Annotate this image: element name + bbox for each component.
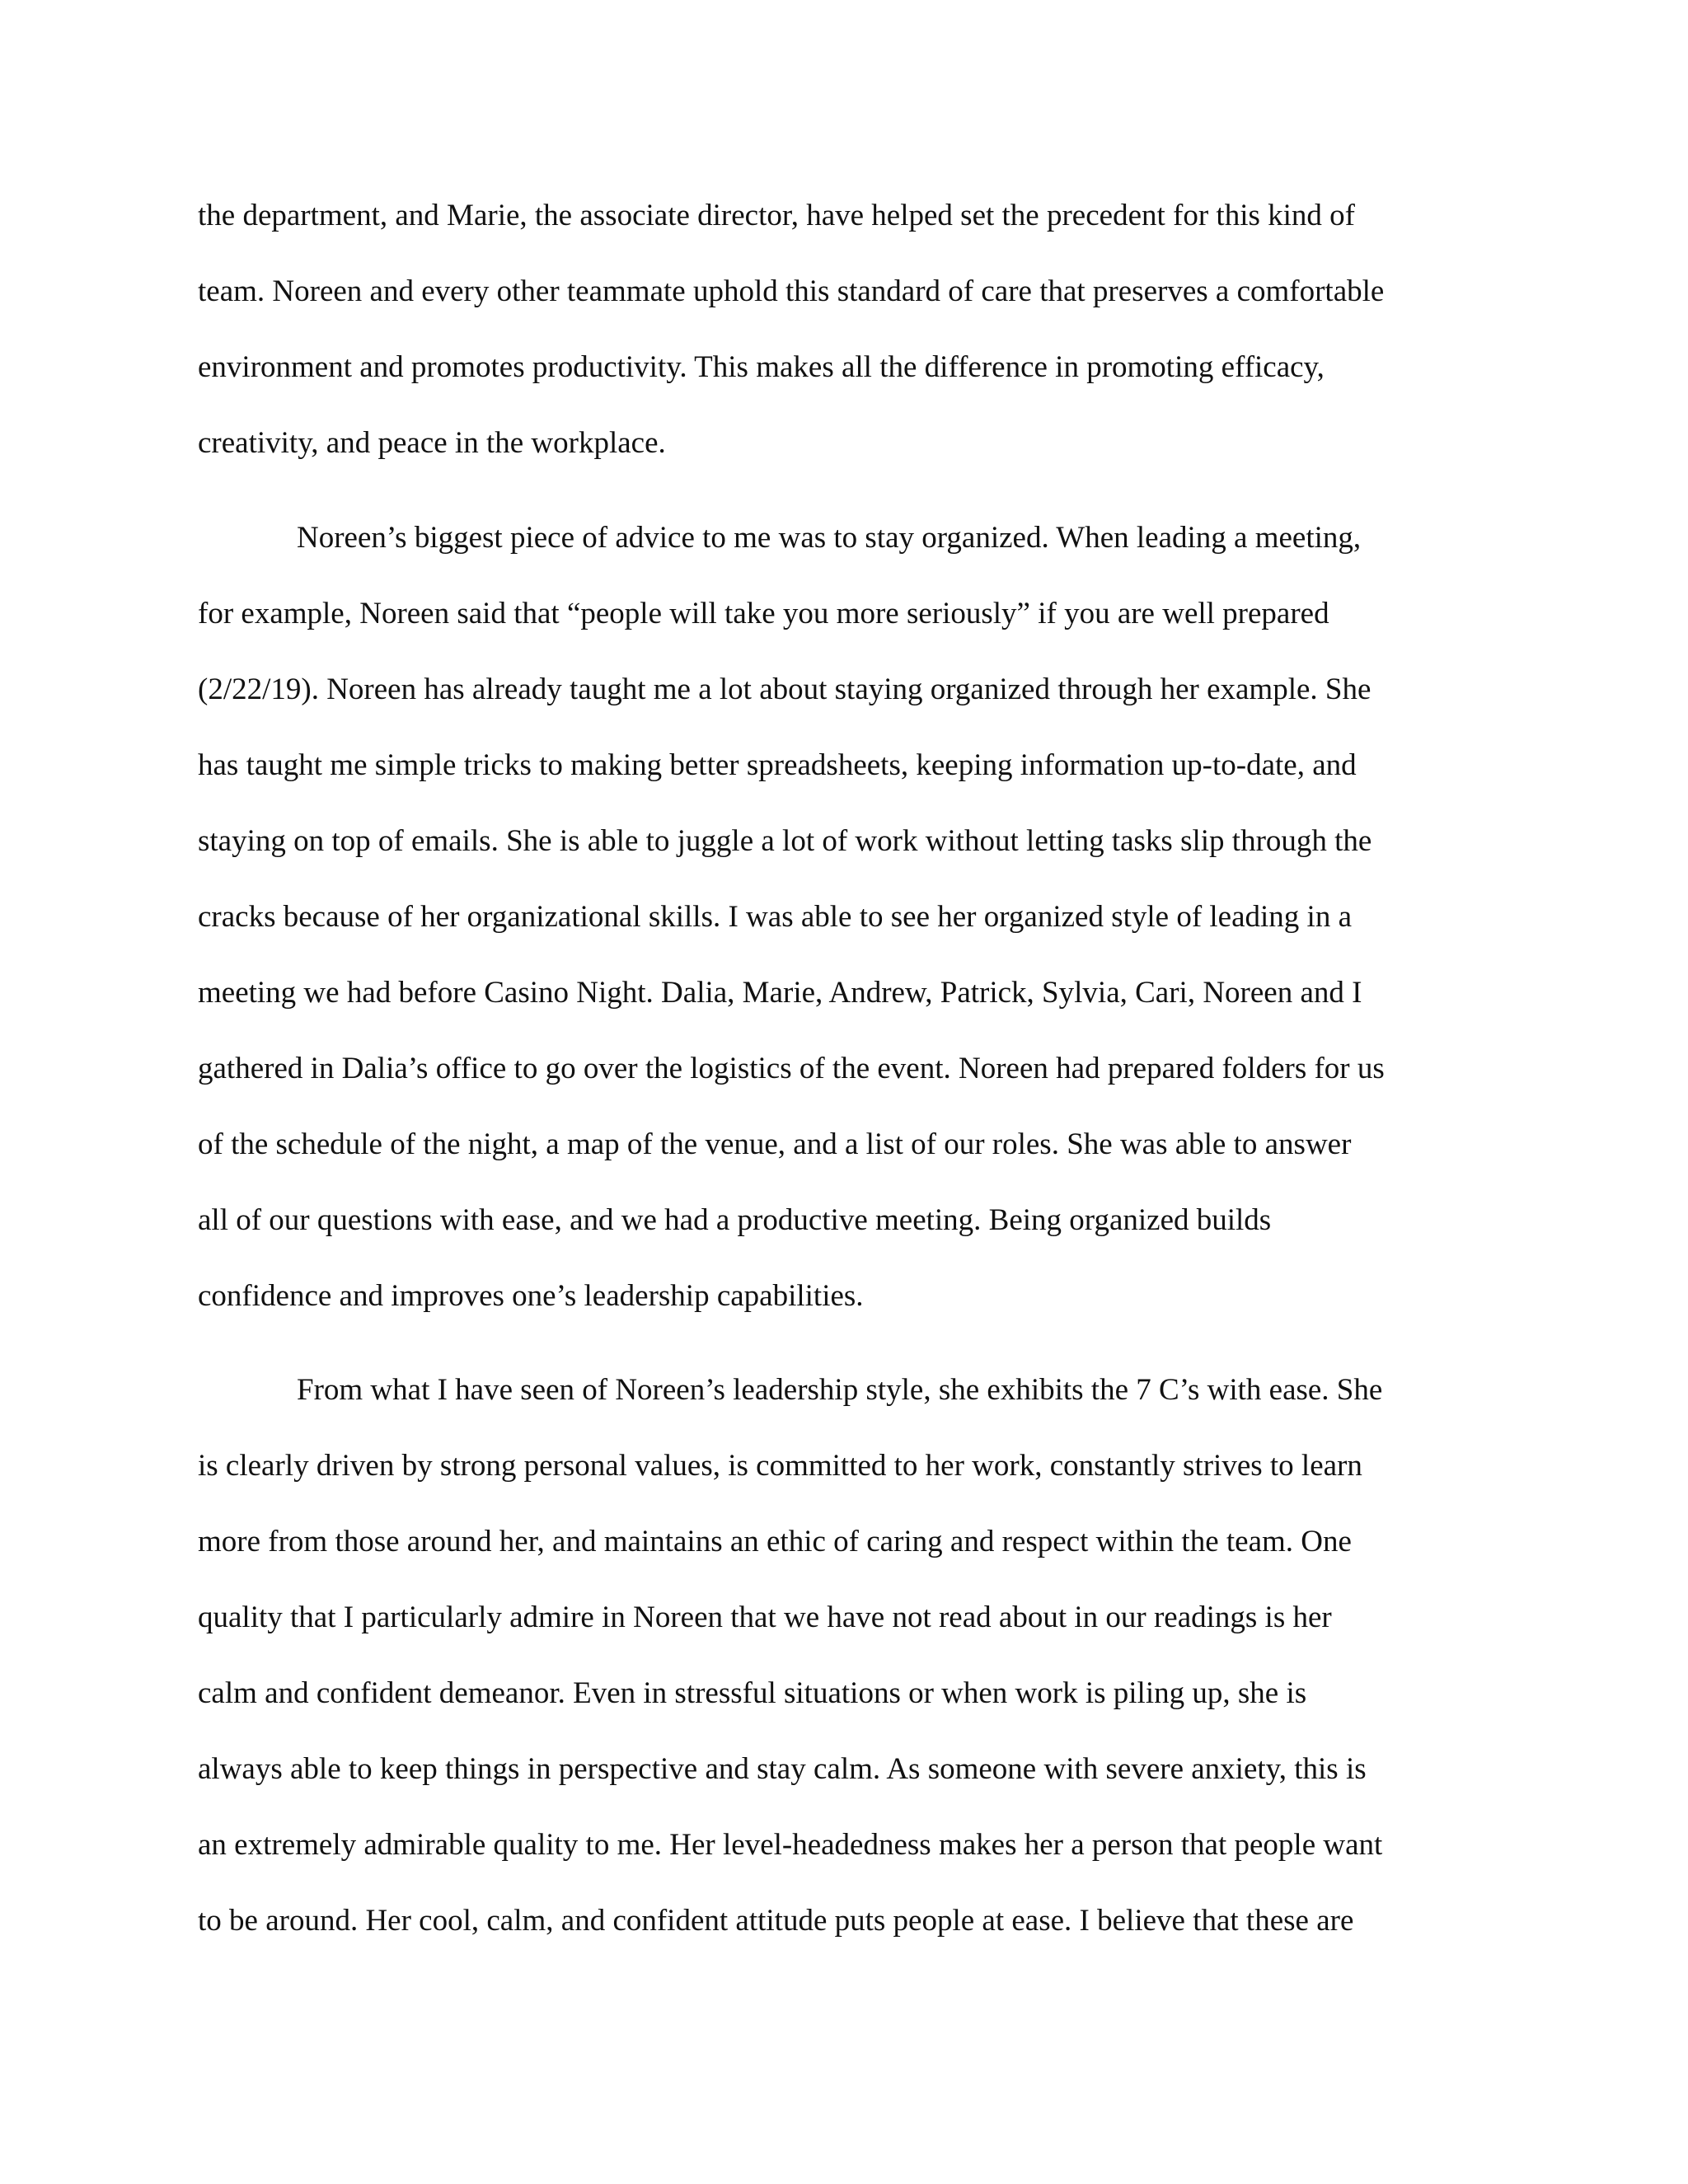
text-line: an extremely admirable quality to me. Her level-headedness makes her a person that people want xyxy=(198,1828,1383,1862)
text-line: more from those around her, and maintains an ethic of caring and respect within the team. One xyxy=(198,1525,1352,1558)
text-line: the department, and Marie, the associate director, have helped set the precedent for this kind of xyxy=(198,199,1355,232)
text-line: (2/22/19). Noreen has already taught me a lot about staying organized through her example. She xyxy=(198,673,1372,706)
text-line: always able to keep things in perspective and stay calm. As someone with severe anxiety, this is xyxy=(198,1752,1367,1786)
text-line: of the schedule of the night, a map of the venue, and a list of our roles. She was able to answer xyxy=(198,1127,1352,1161)
text-line: From what I have seen of Noreen’s leadership style, she exhibits the 7 C’s with ease. She xyxy=(297,1373,1383,1407)
text-line: confidence and improves one’s leadership capabilities. xyxy=(198,1279,864,1313)
text-line: environment and promotes productivity. This makes all the difference in promoting efficacy, xyxy=(198,350,1325,384)
text-line: all of our questions with ease, and we had a productive meeting. Being organized builds xyxy=(198,1203,1272,1237)
text-line: meeting we had before Casino Night. Dalia, Marie, Andrew, Patrick, Sylvia, Cari, Noreen and I xyxy=(198,976,1362,1010)
text-line: team. Noreen and every other teammate uphold this standard of care that preserves a comfortable xyxy=(198,274,1385,308)
text-line: creativity, and peace in the workplace. xyxy=(198,426,666,460)
text-line: calm and confident demeanor. Even in stressful situations or when work is piling up, she is xyxy=(198,1676,1307,1710)
text-line: Noreen’s biggest piece of advice to me was to stay organized. When leading a meeting, xyxy=(297,521,1362,555)
text-line: quality that I particularly admire in Noreen that we have not read about in our readings is her xyxy=(198,1601,1332,1634)
text-line: cracks because of her organizational skills. I was able to see her organized style of leading in a xyxy=(198,900,1353,934)
text-line: gathered in Dalia’s office to go over the logistics of the event. Noreen had prepared folders for us xyxy=(198,1052,1385,1085)
text-line: to be around. Her cool, calm, and confident attitude puts people at ease. I believe that these are xyxy=(198,1904,1354,1938)
text-line: for example, Noreen said that “people will take you more seriously” if you are well prepared xyxy=(198,597,1329,630)
text-line: staying on top of emails. She is able to juggle a lot of work without letting tasks slip through the xyxy=(198,824,1372,858)
text-line: has taught me simple tricks to making better spreadsheets, keeping information up-to-date, and xyxy=(198,748,1357,782)
text-line: is clearly driven by strong personal values, is committed to her work, constantly strives to learn xyxy=(198,1449,1362,1483)
